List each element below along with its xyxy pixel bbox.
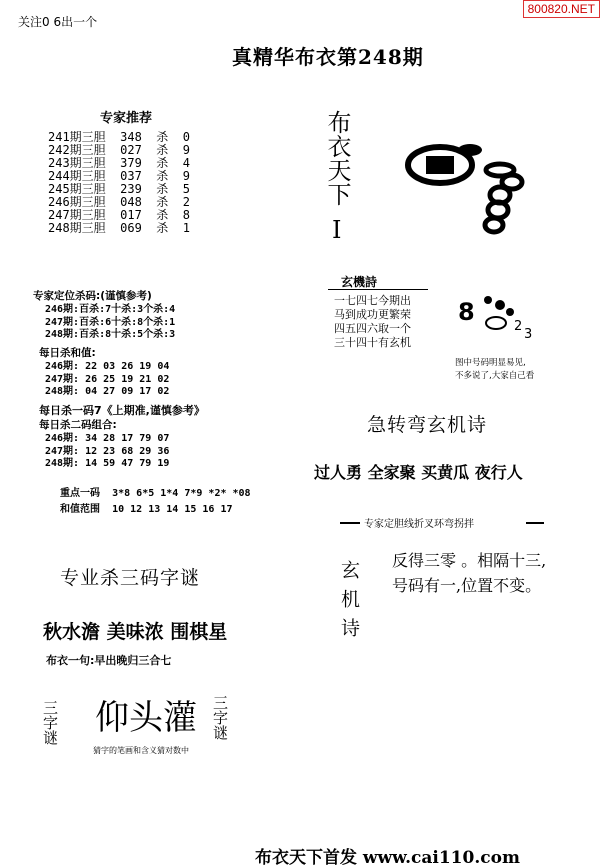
expert-nums: 048 [120, 195, 142, 209]
expert-period: 247期三胆 [48, 208, 106, 222]
position-kill-row: 248期:百杀:8十杀:5个杀:3 [45, 329, 176, 340]
daily-sum-heading: 每日杀和值: [39, 347, 96, 359]
daily-sum-row: 246期: 22 03 26 19 04 [45, 361, 170, 372]
expert-kill: 4 [182, 156, 190, 170]
jiztw-sub: 专家定胆线折叉环弯拐拌 [364, 519, 474, 530]
expert-period: 243期三胆 [48, 156, 106, 170]
expert-kill: 2 [182, 195, 190, 209]
expert-period: 246期三胆 [48, 195, 106, 209]
expert-kill-label: 杀 [156, 182, 169, 196]
page-title: 真精华布衣第248期 [232, 45, 424, 69]
position-kill-row: 246期:百杀:7十杀:3个杀:4 [45, 304, 176, 315]
poem-caption-1: 图中号码明显易见, [455, 358, 526, 368]
two-code-list [45, 433, 169, 471]
two-code-heading: 每日杀二码组合: [39, 419, 117, 431]
two-code-row: 246期: 34 28 17 79 07 [45, 433, 170, 444]
footer-text: 布衣天下首发 www.cai110.com [255, 848, 520, 868]
two-code-row: 248期: 14 59 47 79 19 [45, 458, 170, 469]
follow-text: 关注0 6出一个 [18, 15, 98, 29]
expert-kill: 8 [182, 208, 190, 222]
poem-figure [458, 290, 543, 345]
riddle-note: 猜字的笔画和含义猜对数中 [93, 746, 189, 755]
position-kill-heading: 专家定位杀码:(谨慎参考) [33, 290, 152, 302]
expert-kill-label: 杀 [156, 195, 169, 209]
position-kill-list [45, 304, 175, 342]
figure-digit-8: 8 [458, 298, 475, 326]
poem-line: 一七四七今期出 [334, 294, 411, 307]
expert-kill: 0 [182, 130, 190, 144]
riddle-side-right: 三字谜 [211, 695, 229, 740]
riddle-title: 专业杀三码字谜 [60, 567, 201, 589]
expert-kill-label: 杀 [156, 169, 169, 183]
figure-digit-2: 2 [514, 319, 523, 334]
expert-nums: 017 [120, 208, 142, 222]
xuanji-vertical: 玄机诗 [338, 560, 360, 647]
expert-nums: 037 [120, 169, 142, 183]
expert-period: 248期三胆 [48, 221, 106, 235]
jiztw-line: 过人勇 全家聚 买黄瓜 夜行人 [314, 463, 523, 482]
poem-line: 马到成功更繁荣 [334, 308, 411, 321]
expert-period: 241期三胆 [48, 130, 106, 144]
expert-kill-label: 杀 [156, 221, 169, 235]
expert-nums: 379 [120, 156, 142, 170]
daily-one-heading: 每日杀一码7《上期准,谨慎参考》 [39, 404, 205, 417]
xuanji-line-2: 号码有一,位置不变。 [392, 576, 542, 595]
two-code-row: 247期: 12 23 68 29 36 [45, 445, 170, 457]
daily-sum-row: 248期: 04 27 09 17 02 [45, 386, 170, 397]
buyi-roman: I [332, 216, 342, 244]
focus-row: 重点一码 3*8 6*5 1*4 7*9 *2* *08 [60, 487, 251, 499]
daily-sum-list [45, 361, 169, 399]
riddle-side-left: 三字谜 [41, 700, 59, 745]
ink-figure [400, 130, 540, 235]
poem-title: 玄機詩 [341, 275, 378, 289]
expert-kill-label: 杀 [156, 143, 169, 157]
expert-list [48, 131, 190, 235]
expert-kill: 1 [182, 221, 190, 235]
daily-sum-row: 247期: 26 25 19 21 02 [45, 373, 170, 385]
poem-caption-2: 不多说了,大家自己看 [455, 371, 535, 381]
poem-line: 三十四十有玄机 [334, 336, 411, 349]
site-watermark: 800820.NET [523, 0, 600, 18]
expert-kill-label: 杀 [156, 130, 169, 144]
figure-digit-3: 3 [524, 327, 533, 342]
expert-period: 245期三胆 [48, 182, 106, 196]
expert-nums: 239 [120, 182, 142, 196]
expert-kill-label: 杀 [156, 208, 169, 222]
xuanji-line-1: 反得三零 。相隔十三, [392, 551, 547, 570]
position-kill-row: 247期:百杀:6十杀:8个杀:1 [45, 316, 176, 328]
buyi-vertical: 布衣天下 [323, 110, 351, 206]
expert-nums: 348 [120, 130, 142, 144]
expert-kill: 9 [182, 169, 190, 183]
expert-period: 242期三胆 [48, 143, 106, 157]
poem-lines [334, 294, 411, 350]
poem-line: 四五四六取一个 [334, 322, 411, 335]
riddle-words: 秋水澹 美味浓 围棋星 [43, 621, 228, 643]
riddle-big: 仰头灌 [95, 698, 197, 738]
expert-period: 244期三胆 [48, 169, 106, 183]
riddle-line: 布衣一句:早出晚归三合七 [46, 654, 172, 667]
expert-heading: 专家推荐 [100, 111, 153, 126]
expert-kill: 5 [182, 182, 190, 196]
expert-nums: 027 [120, 143, 142, 157]
expert-kill-label: 杀 [156, 156, 169, 170]
expert-kill: 9 [182, 143, 190, 157]
expert-row [48, 222, 190, 235]
jiztw-title: 急转弯玄机诗 [367, 414, 488, 436]
expert-nums: 069 [120, 221, 142, 235]
sum-range-row: 和值范围 10 12 13 14 15 16 17 [60, 503, 233, 515]
